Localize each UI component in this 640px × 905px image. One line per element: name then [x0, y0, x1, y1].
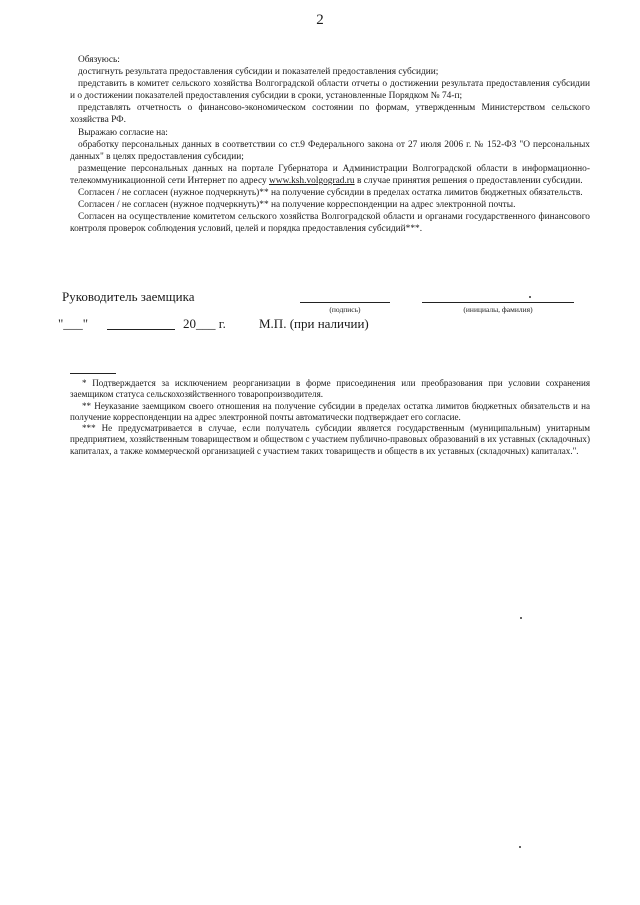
consent-personal-data: обработку персональных данных в соответствии со ст.9 Федерального закона от 27 июля 2006 г. № 152-ФЗ "О персональных данных" в целях предоставления субсидии; [70, 139, 590, 162]
page-number: 2 [316, 12, 324, 28]
portal-link[interactable]: www.ksh.volgograd.ru [269, 175, 355, 186]
consent-email: Согласен / не согласен (нужное подчеркнуть)** на получение корреспонденции на адрес электронной почты. [78, 200, 516, 211]
year-prefix: 20 [183, 316, 196, 331]
obligation-result: достигнуть результата предоставления субсидии и показателей предоставления субсидии; [78, 67, 439, 78]
year-suffix: ___ г. [196, 316, 226, 331]
footnotes [70, 378, 590, 457]
consent-budget-limits: Согласен / не согласен (нужное подчеркнуть)** на получение субсидии в пределах остатка лимитов бюджетных обязательств. [78, 188, 583, 199]
signature-line [300, 302, 390, 303]
obligation-reports: представить в комитет сельского хозяйства Волгоградской области отчеты о достижении результата предоставления субсидии и о достижении показателей предоставления субсидии в сроки, установленные Порядком № 74-п; [70, 79, 590, 102]
date-month-line [107, 329, 175, 330]
scan-speck [519, 846, 521, 848]
consent-publication-text-end: в случае принятия решения о предоставлении субсидии. [354, 175, 583, 186]
head-of-borrower-label: Руководитель заемщика [62, 289, 195, 304]
commitments-section [70, 54, 590, 235]
consent-inspections: Согласен на осуществление комитетом сельского хозяйства Волгоградской области и органами государственного финансового контроля проверок соблюдения условий, целей и порядка предоставления субсидий***. [70, 212, 590, 235]
date-year [183, 316, 226, 332]
footnote-1: * Подтверждается за исключением реорганизации в форме присоединения или преобразования при условии сохранения заемщиком статуса сельскохозяйственного товаропроизводителя. [70, 378, 590, 400]
footnote-2: ** Неуказание заемщиком своего отношения на получение субсидии в пределах остатка лимитов бюджетных обязательств и на получение корреспонденции на адрес электронной почты автоматически подтверждает его согласие. [70, 400, 590, 422]
initials-caption: (инициалы, фамилия) [463, 305, 533, 314]
consent-publication [70, 163, 590, 187]
footnote-3: *** Не предусматривается в случае, если получатель субсидии является государственным (муниципальным) унитарным предприятием, хозяйственным товариществом и обществом с участием публично-правовых образований в их уставных (складочных) капиталах, а также коммерческой организацией с участием таких товариществ и обществ в их уставных (складочных) капиталах.". [70, 423, 590, 456]
footnote-separator [70, 373, 116, 374]
date-day: "___" [58, 316, 89, 331]
consent-heading: Выражаю согласие на: [78, 127, 168, 138]
scan-speck [520, 617, 522, 619]
scan-speck [529, 296, 531, 298]
signature-caption: (подпись) [329, 305, 361, 314]
initials-line [422, 302, 574, 303]
stamp-label: М.П. (при наличии) [259, 316, 369, 331]
consent-publication-text: размещение персональных данных на портале Губернатора и Администрации Волгоградской области в информационно-телекоммуникационной сети Интернет по адресу [70, 163, 590, 186]
obligation-financial-reporting: представлять отчетность о финансово-экономическом состоянии по формам, утвержденным Министерством сельского хозяйства РФ. [70, 103, 590, 126]
obligation-heading: Обязуюсь: [78, 55, 120, 65]
